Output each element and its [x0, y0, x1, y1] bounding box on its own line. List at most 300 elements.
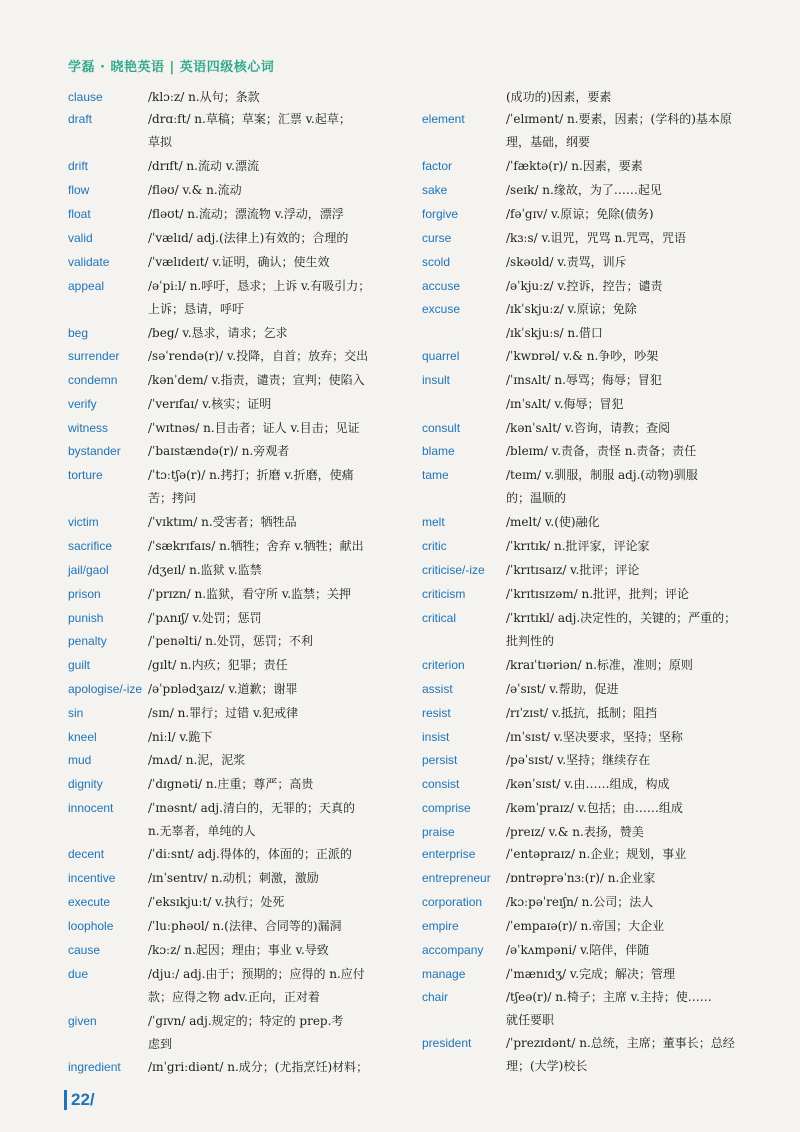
vocab-definition [506, 867, 762, 890]
definition-line: /kənˈsɪst/ v.由……组成，构成 [506, 777, 670, 791]
vocab-entry [422, 179, 762, 202]
vocab-word: scold [422, 255, 451, 269]
definition-line: /əˈkjuːz/ v.控诉，控告；谴责 [506, 279, 663, 293]
definition-line: /ˈfæktə(r)/ n.因素，要素 [506, 159, 643, 173]
vocab-entry [422, 227, 762, 250]
vocab-word: accuse [422, 279, 461, 293]
vocab-definition [148, 535, 408, 558]
vocab-entry [422, 891, 762, 914]
vocab-definition [506, 843, 762, 866]
definition-line: /əˈpiːl/ n.呼吁，恳求；上诉 v.有吸引力； [148, 279, 371, 293]
vocab-definition [148, 915, 408, 938]
vocab-entry [68, 511, 408, 534]
vocab-word: guilt [68, 658, 91, 672]
vocab-word: witness [68, 421, 109, 435]
vocab-definition [148, 203, 408, 226]
definition-line: /ˈelɪmənt/ n.要素，因素；(学科的)基本原 [506, 112, 732, 126]
vocab-word: due [68, 967, 89, 981]
vocab-entry [68, 393, 408, 416]
vocab-definition [148, 939, 408, 962]
definition-line: /drɪft/ n.流动 v.漂流 [148, 159, 259, 173]
vocab-definition [148, 843, 408, 866]
definition-line: /niːl/ v.跪下 [148, 730, 213, 744]
vocab-word: blame [422, 444, 455, 458]
vocab-definition [506, 275, 762, 298]
definition-line: /ˈverɪfaɪ/ v.核实；证明 [148, 397, 272, 411]
vocab-definition [148, 1056, 408, 1079]
definition-line: /sɪn/ n.罪行；过错 v.犯戒律 [148, 706, 299, 720]
vocab-entry [68, 440, 408, 463]
definition-line: /fəˈgɪv/ v.原谅；免除(债务) [506, 207, 654, 221]
vocab-definition [148, 369, 408, 392]
vocab-definition [148, 630, 408, 653]
vocab-entry [422, 915, 762, 938]
definition-line: 苦；拷问 [148, 491, 197, 505]
vocab-entry [68, 559, 408, 582]
vocab-definition [506, 797, 762, 820]
definition-line: n.无辜者，单纯的人 [148, 824, 256, 838]
vocab-definition [148, 155, 408, 178]
vocab-entry [422, 440, 762, 463]
vocab-entry [422, 843, 762, 866]
page-number: 22/ [64, 1090, 95, 1110]
vocab-definition [506, 607, 762, 653]
vocab-word: sake [422, 183, 448, 197]
vocab-word: sin [68, 706, 84, 720]
definition-line: /ˈgɪvn/ adj.规定的；特定的 prep.考 [148, 1014, 344, 1028]
definition-line: /preɪz/ v.& n.表扬，赞美 [506, 825, 644, 839]
vocab-word: sacrifice [68, 539, 113, 553]
definition-line: /beg/ v.恳求，请求；乞求 [148, 326, 288, 340]
definition-line: /ˈdiːsnt/ adj.得体的，体面的；正派的 [148, 847, 352, 861]
definition-line: /ˈluːphəʊl/ n.(法律、合同等的)漏洞 [148, 919, 342, 933]
vocab-definition [506, 915, 762, 938]
vocab-word: drift [68, 159, 89, 173]
vocab-word: consult [422, 421, 461, 435]
vocab-entry [68, 630, 408, 653]
vocab-word: consist [422, 777, 460, 791]
vocab-entry [422, 797, 762, 820]
vocab-entry [68, 203, 408, 226]
vocab-word: prison [68, 587, 101, 601]
vocab-definition [506, 702, 762, 725]
vocab-definition [148, 559, 408, 582]
definition-line: /ˈprezɪdənt/ n.总统，主席；董事长；总经 [506, 1036, 735, 1050]
vocab-entry [422, 702, 762, 725]
vocab-entry [422, 773, 762, 796]
vocab-word: tame [422, 468, 449, 482]
vocab-entry [422, 535, 762, 558]
vocab-entry [422, 322, 762, 345]
vocab-word: enterprise [422, 847, 476, 861]
vocab-word: incentive [68, 871, 116, 885]
vocab-word: assist [422, 682, 453, 696]
vocab-definition [148, 654, 408, 677]
definition-line: /əˈsɪst/ v.帮助，促进 [506, 682, 619, 696]
vocab-definition [148, 678, 408, 701]
vocab-definition [506, 345, 762, 368]
definition-line: /ˈprɪzn/ n.监狱，看守所 v.监禁；关押 [148, 587, 352, 601]
vocab-definition [506, 726, 762, 749]
vocab-entry [68, 417, 408, 440]
vocab-word: mud [68, 753, 92, 767]
vocab-word: ingredient [68, 1060, 121, 1074]
vocab-word: quarrel [422, 349, 460, 363]
vocab-definition [506, 939, 762, 962]
definition-line: /ˈdɪgnəti/ n.庄重；尊严；高贵 [148, 777, 314, 791]
vocab-definition [506, 654, 762, 677]
definition-line: /ˈempaɪə(r)/ n.帝国；大企业 [506, 919, 665, 933]
definition-line: /ɪkˈskjuːz/ v.原谅；免除 [506, 302, 637, 316]
vocab-word: critical [422, 611, 457, 625]
vocab-definition [506, 749, 762, 772]
vocab-word: given [68, 1014, 97, 1028]
definition-line: /ˈwɪtnəs/ n.目击者；证人 v.目击；见证 [148, 421, 360, 435]
definition-line: /əˈpɒlədʒaɪz/ v.道歉；谢罪 [148, 682, 298, 696]
definition-line: /kəmˈpraɪz/ v.包括；由……组成 [506, 801, 683, 815]
vocab-entry [68, 891, 408, 914]
vocab-entry [68, 726, 408, 749]
vocab-word: execute [68, 895, 111, 909]
vocab-entry [68, 939, 408, 962]
vocab-word: factor [422, 159, 453, 173]
vocab-entry [422, 203, 762, 226]
vocab-word: kneel [68, 730, 97, 744]
vocab-entry [422, 298, 762, 321]
vocab-definition [506, 1032, 762, 1078]
vocab-entry [68, 369, 408, 392]
vocab-entry [68, 963, 408, 1009]
vocab-definition [506, 417, 762, 440]
vocab-definition [506, 179, 762, 202]
vocab-definition [506, 773, 762, 796]
vocab-word: valid [68, 231, 93, 245]
definition-line: /ˈvɪktɪm/ n.受害者；牺牲品 [148, 515, 297, 529]
vocab-definition [506, 203, 762, 226]
definition-line: /ˈɪnəsnt/ adj.清白的，无罪的；天真的 [148, 801, 355, 815]
vocab-word: draft [68, 112, 93, 126]
vocab-entry [68, 86, 408, 109]
definition-line: /kɜːs/ v.诅咒，咒骂 n.咒骂，咒语 [506, 231, 687, 245]
vocab-definition [506, 963, 762, 986]
vocab-definition [506, 511, 762, 534]
vocab-word: insult [422, 373, 451, 387]
vocab-entry [68, 251, 408, 274]
vocab-word: persist [422, 753, 458, 767]
definition-line: /ˈpenəlti/ n.处罚，惩罚；不利 [148, 634, 313, 648]
definition-line: /teɪm/ v.驯服，制服 adj.(动物)驯服 [506, 468, 698, 482]
vocab-definition [148, 464, 408, 510]
definition-line: /əˈkʌmpəni/ v.陪伴，伴随 [506, 943, 650, 957]
vocab-word: appeal [68, 279, 105, 293]
vocab-definition [506, 298, 762, 321]
definition-line: /ˈkrɪtɪsaɪz/ v.批评；评论 [506, 563, 640, 577]
vocab-entry [422, 867, 762, 890]
vocab-entry [68, 275, 408, 321]
definition-line: /klɔːz/ n.从句；条款 [148, 90, 260, 104]
vocab-word: jail/gaol [68, 563, 109, 577]
vocab-word: critic [422, 539, 447, 553]
vocab-entry [68, 108, 408, 154]
vocab-definition [148, 417, 408, 440]
vocab-entry [422, 583, 762, 606]
vocab-entry [68, 867, 408, 890]
vocab-entry [422, 678, 762, 701]
definition-line: /ɪnˈsʌlt/ v.侮辱；冒犯 [506, 397, 624, 411]
vocab-entry [68, 773, 408, 796]
vocab-word: chair [422, 990, 449, 1004]
vocab-entry [422, 511, 762, 534]
vocab-word: accompany [422, 943, 484, 957]
vocab-word: manage [422, 967, 466, 981]
vocab-entry [422, 369, 762, 392]
vocab-definition [148, 86, 408, 109]
vocab-entry [422, 726, 762, 749]
definition-line: /ˈeksɪkjuːt/ v.执行；处死 [148, 895, 285, 909]
definition-line: /seɪk/ n.缘故，为了……起见 [506, 183, 662, 197]
vocab-entry [422, 939, 762, 962]
vocab-entry [68, 654, 408, 677]
definition-line: 的；温顺的 [506, 491, 567, 505]
vocab-word: forgive [422, 207, 459, 221]
vocab-entry [68, 535, 408, 558]
vocab-word: loophole [68, 919, 114, 933]
vocab-word: criticism [422, 587, 466, 601]
vocab-entry [68, 607, 408, 630]
definition-line: /pəˈsɪst/ v.坚持；继续存在 [506, 753, 651, 767]
vocab-definition [506, 155, 762, 178]
vocab-word: element [422, 112, 465, 126]
vocab-definition [506, 583, 762, 606]
definition-line: /ɒntrəprəˈnɜː(r)/ n.企业家 [506, 871, 656, 885]
definition-line: /ˈkrɪtɪkl/ adj.决定性的，关键的；严重的； [506, 611, 737, 625]
definition-line: /ɪkˈskjuːs/ n.借口 [506, 326, 603, 340]
vocab-definition [506, 986, 762, 1032]
vocab-word: condemn [68, 373, 118, 387]
vocab-definition [148, 440, 408, 463]
vocab-definition [148, 251, 408, 274]
vocab-definition [506, 464, 762, 510]
definition-line: /ˈentəpraɪz/ n.企业；规划，事业 [506, 847, 687, 861]
vocab-word: surrender [68, 349, 120, 363]
vocab-definition [506, 821, 762, 844]
definition-line: /kənˈdem/ v.指责，谴责；宣判；使陷入 [148, 373, 365, 387]
vocab-entry [422, 345, 762, 368]
vocab-definition [506, 108, 762, 154]
definition-line: /ˈɪnsʌlt/ n.辱骂；侮辱；冒犯 [506, 373, 662, 387]
vocab-definition [148, 891, 408, 914]
definition-line: 理，基础，纲要 [506, 135, 591, 149]
definition-line: /djuː/ adj.由于；预期的；应得的 n.应付 [148, 967, 365, 981]
definition-line: /bleɪm/ v.责备，责怪 n.责备；责任 [506, 444, 697, 458]
vocab-word: torture [68, 468, 103, 482]
vocab-definition [506, 440, 762, 463]
vocab-word: criterion [422, 658, 465, 672]
vocab-entry [422, 155, 762, 178]
vocab-entry [68, 345, 408, 368]
page-header: 学磊 · 晓艳英语 | 英语四级核心词 [68, 60, 275, 75]
vocab-entry [422, 275, 762, 298]
definition-line: (成功的)因素，要素 [506, 90, 612, 104]
definition-line: /ˈsækrɪfaɪs/ n.牺牲；舍弃 v.牺牲；献出 [148, 539, 364, 553]
vocab-entry [68, 227, 408, 250]
vocab-entry [68, 464, 408, 510]
vocab-entry [422, 749, 762, 772]
definition-line: /kɔːz/ n.起因；理由；事业 v.导致 [148, 943, 329, 957]
definition-line: 上诉；恳请，呼吁 [148, 302, 245, 316]
vocab-definition [506, 891, 762, 914]
vocab-entry [68, 843, 408, 866]
definition-line: /rɪˈzɪst/ v.抵抗，抵制；阻挡 [506, 706, 658, 720]
vocab-word: bystander [68, 444, 121, 458]
vocab-definition [506, 227, 762, 250]
vocab-definition [148, 726, 408, 749]
definition-line: /kraɪˈtɪəriən/ n.标准，准则；原则 [506, 658, 693, 672]
vocab-entry [68, 915, 408, 938]
vocab-definition [148, 179, 408, 202]
vocab-definition [148, 749, 408, 772]
definition-line: /fləʊ/ v.& n.流动 [148, 183, 242, 197]
vocab-word: float [68, 207, 91, 221]
vocab-entry [422, 464, 762, 510]
vocab-entry [422, 559, 762, 582]
definition-line: 理；(大学)校长 [506, 1059, 588, 1073]
definition-line: /ɪnˈgriːdiənt/ n.成分；(尤指烹饪)材料； [148, 1060, 369, 1074]
vocab-definition [148, 322, 408, 345]
definition-line: /ɪnˈsɪst/ v.坚决要求，坚持；坚称 [506, 730, 683, 744]
vocab-definition [148, 1010, 408, 1056]
vocab-word: punish [68, 611, 104, 625]
definition-line: /tʃeə(r)/ n.椅子；主席 v.主持；使…… [506, 990, 712, 1004]
vocab-entry [68, 322, 408, 345]
vocab-word: penalty [68, 634, 107, 648]
definition-line: /səˈrendə(r)/ v.投降，自首；放弃；交出 [148, 349, 369, 363]
vocab-word: entrepreneur [422, 871, 491, 885]
definition-line: /ˈmænɪdʒ/ v.完成；解决；管理 [506, 967, 676, 981]
vocab-entry [68, 1056, 408, 1079]
vocab-entry [422, 86, 762, 109]
vocab-definition [148, 867, 408, 890]
vocab-entry [68, 1010, 408, 1056]
vocab-definition [148, 963, 408, 1009]
vocab-definition [506, 251, 762, 274]
vocab-word: melt [422, 515, 445, 529]
vocab-entry [68, 179, 408, 202]
definition-line: /dʒeɪl/ n.监狱 v.监禁 [148, 563, 262, 577]
definition-line: /ˈtɔːtʃə(r)/ n.拷打；折磨 v.折磨，使痛 [148, 468, 354, 482]
vocab-definition [148, 702, 408, 725]
definition-line: /ˈvælɪd/ adj.(法律上)有效的；合理的 [148, 231, 349, 245]
vocab-word: flow [68, 183, 90, 197]
vocab-definition [148, 773, 408, 796]
definition-line: /ˈpʌnɪʃ/ v.处罚；惩罚 [148, 611, 262, 625]
vocab-entry [422, 986, 762, 1032]
definition-line: 草拟 [148, 135, 173, 149]
vocab-word: insist [422, 730, 450, 744]
vocab-entry [422, 393, 762, 416]
vocab-entry [422, 607, 762, 653]
vocab-word: cause [68, 943, 101, 957]
vocab-word: decent [68, 847, 105, 861]
definition-line: /kənˈsʌlt/ v.咨询，请教；查阅 [506, 421, 671, 435]
vocab-definition [148, 108, 408, 154]
vocab-definition [148, 275, 408, 321]
vocab-word: dignity [68, 777, 103, 791]
vocab-word: comprise [422, 801, 471, 815]
vocab-definition [148, 227, 408, 250]
vocab-entry [68, 583, 408, 606]
definition-line: 款；应得之物 adv.正向，正对着 [148, 990, 320, 1004]
vocab-definition [148, 511, 408, 534]
vocab-word: verify [68, 397, 97, 411]
vocab-entry [68, 678, 408, 701]
definition-line: /melt/ v.(使)融化 [506, 515, 600, 529]
vocab-word: innocent [68, 801, 114, 815]
vocab-entry [68, 797, 408, 843]
vocab-entry [422, 821, 762, 844]
vocab-word: clause [68, 90, 103, 104]
vocab-definition [506, 559, 762, 582]
vocab-definition [506, 393, 762, 416]
vocab-entry [68, 749, 408, 772]
definition-line: /ˈkrɪtɪsɪzəm/ n.批评，批判；评论 [506, 587, 690, 601]
definition-line: 虑到 [148, 1037, 173, 1051]
definition-line: /ˈbaɪstændə(r)/ n.旁观者 [148, 444, 290, 458]
vocab-word: resist [422, 706, 451, 720]
vocab-definition [148, 345, 408, 368]
definition-line: 就任要职 [506, 1013, 555, 1027]
vocab-definition [506, 369, 762, 392]
vocab-word: corporation [422, 895, 483, 909]
vocab-word: curse [422, 231, 452, 245]
vocab-word: empire [422, 919, 459, 933]
vocab-definition [148, 797, 408, 843]
vocab-definition [506, 678, 762, 701]
definition-line: /ˈvælɪdeɪt/ v.证明，确认；使生效 [148, 255, 330, 269]
vocab-definition [506, 535, 762, 558]
definition-line: /drɑːft/ n.草稿；草案；汇票 v.起草； [148, 112, 351, 126]
vocab-word: praise [422, 825, 455, 839]
definition-line: /fləʊt/ n.流动；漂流物 v.浮动，漂浮 [148, 207, 344, 221]
vocab-definition [148, 583, 408, 606]
definition-line: /ɪnˈsentɪv/ n.动机；刺激，激励 [148, 871, 319, 885]
vocab-word: apologise/-ize [68, 682, 143, 696]
definition-line: /ˈkrɪtɪk/ n.批评家，评论家 [506, 539, 650, 553]
vocab-word: president [422, 1036, 472, 1050]
vocab-entry [68, 155, 408, 178]
definition-line: /gɪlt/ n.内疚；犯罪；责任 [148, 658, 288, 672]
vocab-definition [148, 607, 408, 630]
vocab-word: beg [68, 326, 89, 340]
vocab-word: validate [68, 255, 110, 269]
vocab-word: excuse [422, 302, 461, 316]
vocab-definition [148, 393, 408, 416]
vocab-entry [422, 251, 762, 274]
vocab-entry [422, 963, 762, 986]
vocab-entry [422, 417, 762, 440]
vocab-definition [506, 86, 762, 109]
vocab-entry [68, 702, 408, 725]
definition-line: /skəʊld/ v.责骂，训斥 [506, 255, 627, 269]
vocab-entry [422, 108, 762, 154]
definition-line: /ˈkwɒrəl/ v.& n.争吵，吵架 [506, 349, 659, 363]
vocab-word: victim [68, 515, 99, 529]
vocab-entry [422, 654, 762, 677]
definition-line: 批判性的 [506, 634, 555, 648]
vocab-definition [506, 322, 762, 345]
vocab-word: criticise/-ize [422, 563, 485, 577]
definition-line: /mʌd/ n.泥，泥浆 [148, 753, 246, 767]
